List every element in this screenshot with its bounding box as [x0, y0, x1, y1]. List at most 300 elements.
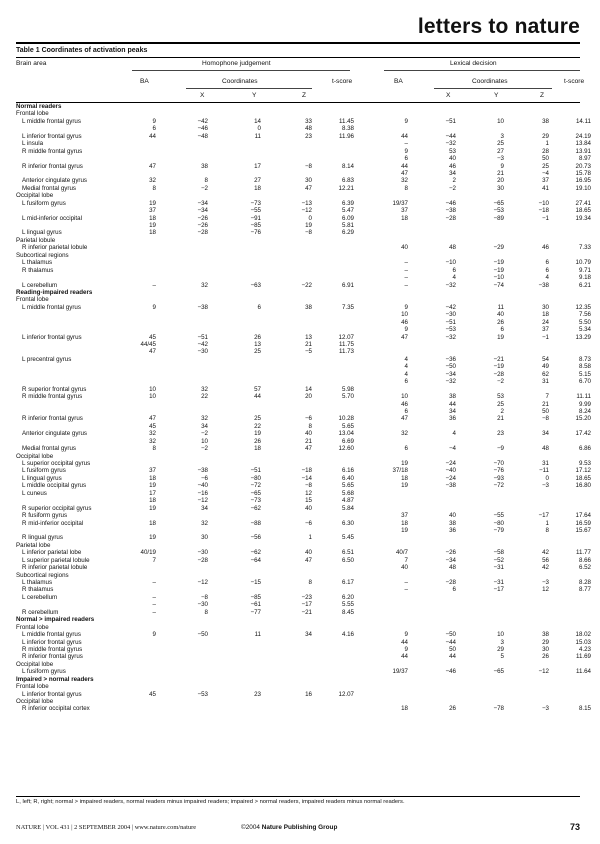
- cell-ba-ld: 18: [401, 705, 408, 713]
- cell-z-hj: −13: [301, 199, 312, 207]
- cell-tscore-ld: 8.15: [578, 705, 591, 713]
- cell-x-hj: −30: [197, 601, 208, 609]
- cell-tscore-ld: 17.42: [575, 430, 591, 438]
- table-row: [16, 355, 591, 363]
- row-label: L superior parietal lobule: [22, 556, 90, 564]
- cell-ba-hj: 18: [149, 474, 156, 482]
- cell-z-ld: 4: [545, 274, 549, 282]
- cell-tscore-hj: 6.91: [341, 281, 354, 289]
- cell-x-hj: 8: [204, 608, 208, 616]
- cell-z-ld: 30: [542, 303, 549, 311]
- cell-ba-hj: 10: [149, 393, 156, 401]
- cell-ba-ld: 32: [401, 430, 408, 438]
- cell-ba-hj: 32: [149, 430, 156, 438]
- cell-z-hj: −23: [301, 593, 312, 601]
- row-label: Occipital lobe: [16, 698, 54, 705]
- table-row: [16, 653, 591, 661]
- cell-x-ld: 34: [449, 169, 456, 177]
- cell-z-ld: 37: [542, 326, 549, 334]
- cell-tscore-hj: 13.04: [338, 430, 354, 438]
- cell-z-hj: −14: [301, 474, 312, 482]
- row-label: L inferior parietal lobe: [22, 549, 82, 557]
- table-row: [16, 579, 591, 586]
- table-row: [16, 415, 591, 423]
- cell-y-hj: 19: [254, 430, 261, 438]
- cell-x-hj: −48: [197, 132, 208, 140]
- cell-y-hj: −51: [250, 467, 261, 475]
- table-row: [16, 645, 591, 653]
- cell-z-ld: −1: [541, 333, 549, 341]
- cell-tscore-ld: 18.02: [575, 631, 591, 639]
- cell-tscore-ld: 9.99: [578, 400, 591, 408]
- cell-ba-hj: 45: [149, 690, 156, 698]
- cell-y-hj: −80: [250, 474, 261, 482]
- row-label: Occipital lobe: [16, 192, 54, 200]
- table-row: [16, 378, 591, 386]
- copyright: [241, 824, 337, 831]
- cell-x-ld: −46: [445, 199, 456, 207]
- cell-z-ld: 54: [542, 355, 549, 363]
- cell-z-ld: 18: [542, 311, 549, 319]
- cell-z-hj: −12: [301, 207, 312, 215]
- row-label: Frontal lobe: [16, 110, 49, 118]
- table-row: [16, 266, 591, 274]
- cell-x-ld: −34: [445, 370, 456, 378]
- cell-tscore-ld: 11.11: [576, 393, 591, 401]
- cell-ba-ld: 9: [404, 645, 408, 653]
- table-row: [16, 222, 580, 229]
- table-row: [16, 490, 580, 497]
- cell-tscore-ld: 5.34: [578, 326, 591, 334]
- cell-y-hj: 11: [254, 631, 261, 639]
- cell-y-ld: −2: [496, 378, 504, 386]
- cell-y-hj: 26: [254, 437, 261, 445]
- cell-tscore-ld: 11.77: [575, 549, 591, 557]
- cell-z-ld: 62: [542, 370, 549, 378]
- cell-ba-ld: 10: [401, 311, 408, 319]
- cell-y-hj: 44: [254, 393, 261, 401]
- cell-ba-hj: 18: [149, 519, 156, 527]
- cell-tscore-ld: 27.41: [575, 199, 591, 207]
- cell-z-hj: 21: [305, 437, 312, 445]
- cell-x-hj: −30: [197, 549, 208, 557]
- cell-ba-ld: –: [404, 281, 408, 289]
- table-footnote: L, left; R, right; normal > impaired readers, normal readers minus impaired readers; impaired > normal readers, impaired readers minus normal readers.: [16, 796, 580, 805]
- cell-x-ld: −44: [445, 638, 456, 646]
- region-heading-row: [16, 192, 580, 199]
- cell-y-hj: 18: [254, 184, 261, 192]
- cell-tscore-ld: 6.70: [578, 378, 591, 386]
- cell-x-ld: −24: [445, 474, 456, 482]
- table-row: [16, 430, 591, 438]
- cell-ba-ld: 7: [404, 556, 408, 564]
- cell-x-ld: −30: [445, 311, 456, 319]
- cell-z-hj: 40: [305, 549, 312, 557]
- cell-x-ld: 2: [452, 177, 456, 185]
- cell-ba-hj: –: [152, 593, 156, 601]
- cell-x-ld: −32: [445, 333, 456, 341]
- cell-x-ld: 48: [449, 244, 456, 252]
- cell-tscore-ld: 8.77: [578, 586, 591, 594]
- cell-ba-ld: 44: [401, 653, 408, 661]
- cell-tscore-ld: 8.28: [578, 579, 591, 586]
- cell-x-ld: −10: [445, 259, 456, 267]
- cell-x-ld: −32: [445, 281, 456, 289]
- cell-ba-hj: 45: [149, 422, 156, 430]
- table-row: [16, 318, 591, 326]
- cell-ba-ld: 37: [401, 512, 408, 520]
- cell-y-ld: 27: [497, 147, 504, 155]
- cell-z-ld: 56: [542, 556, 549, 564]
- cell-ba-hj: 19: [149, 482, 156, 490]
- table-row: [16, 482, 591, 490]
- table-row: [16, 631, 591, 639]
- cell-tscore-ld: 19.10: [575, 184, 591, 192]
- cell-z-ld: 0: [545, 474, 549, 482]
- cell-z-ld: −12: [538, 668, 549, 676]
- cell-z-ld: 38: [542, 117, 549, 125]
- col-x-2: X: [446, 92, 451, 99]
- region-heading-row: [16, 698, 580, 705]
- cell-x-ld: 4: [452, 274, 456, 282]
- cell-z-hj: 8: [308, 579, 312, 586]
- cell-z-ld: 1: [545, 140, 549, 148]
- region-heading-row: [16, 572, 580, 579]
- cell-z-ld: 25: [542, 162, 549, 170]
- table-row: [16, 169, 591, 177]
- cell-x-hj: −51: [197, 333, 208, 341]
- col-ba-1: BA: [140, 78, 149, 85]
- row-label: Normal readers: [16, 103, 62, 110]
- cell-x-hj: −40: [197, 482, 208, 490]
- col-ba-2: BA: [394, 78, 403, 85]
- cell-tscore-hj: 12.07: [338, 690, 354, 698]
- table-row: [16, 526, 591, 534]
- table-row: [16, 125, 580, 132]
- cell-x-hj: −53: [197, 690, 208, 698]
- cell-x-hj: −2: [200, 430, 208, 438]
- cell-ba-hj: 9: [152, 303, 156, 311]
- table-row: [16, 147, 591, 155]
- cell-x-hj: −34: [197, 199, 208, 207]
- cell-ba-ld: 40: [401, 244, 408, 252]
- cell-ba-hj: –: [152, 579, 156, 586]
- coord-rule-1: [186, 88, 312, 89]
- cell-ba-ld: 18: [401, 474, 408, 482]
- cell-z-hj: −21: [301, 608, 312, 616]
- cell-x-ld: −2: [448, 184, 456, 192]
- cell-z-ld: 6: [545, 266, 549, 274]
- cell-tscore-ld: 12.35: [575, 303, 591, 311]
- table-row: [16, 594, 580, 601]
- cell-y-ld: −65: [493, 199, 504, 207]
- row-label: L insula: [22, 140, 44, 148]
- cell-x-ld: 50: [449, 645, 456, 653]
- row-label: R superior frontal gyrus: [22, 385, 87, 393]
- table-row: [16, 162, 591, 170]
- lexical-rule: [384, 70, 580, 71]
- cell-z-ld: 41: [542, 184, 549, 192]
- cell-ba-hj: 47: [149, 348, 156, 356]
- col-z-2: Z: [540, 92, 545, 99]
- cell-y-hj: 27: [254, 177, 261, 185]
- cell-ba-ld: 19: [401, 482, 408, 490]
- coord-rule-2: [434, 88, 552, 89]
- cell-tscore-ld: 16.95: [575, 177, 591, 185]
- homophone-rule: [132, 70, 350, 71]
- cell-y-hj: −85: [250, 222, 261, 229]
- cell-y-ld: −19: [493, 363, 504, 371]
- row-label: Frontal lobe: [16, 683, 49, 691]
- cell-ba-hj: –: [152, 601, 156, 609]
- cell-y-hj: −91: [250, 214, 261, 222]
- cell-z-ld: −3: [541, 579, 549, 586]
- table-row: [16, 117, 591, 125]
- cell-y-hj: 26: [254, 333, 261, 341]
- cell-tscore-ld: 9.53: [578, 460, 591, 467]
- row-label: Parietal lobule: [16, 236, 56, 244]
- table-row: [16, 214, 591, 222]
- cell-ba-ld: 18: [401, 214, 408, 222]
- cell-z-hj: 15: [305, 497, 312, 505]
- table-row: [16, 609, 580, 616]
- cell-y-hj: −65: [250, 489, 261, 497]
- cell-z-hj: −18: [301, 467, 312, 475]
- cell-ba-ld: 44: [401, 638, 408, 646]
- cell-x-hj: −38: [197, 303, 208, 311]
- cell-y-ld: −72: [493, 482, 504, 490]
- cell-x-ld: 38: [449, 393, 456, 401]
- cell-ba-ld: 47: [401, 169, 408, 177]
- row-label: L lingual gyrus: [22, 474, 62, 482]
- cell-y-ld: −89: [493, 214, 504, 222]
- region-heading-row: [16, 542, 580, 549]
- cell-x-ld: 53: [449, 147, 456, 155]
- cell-x-hj: 10: [201, 437, 208, 445]
- cell-tscore-hj: 6.29: [341, 229, 354, 237]
- row-label: R mid-inferior occipital: [22, 519, 84, 527]
- cell-y-ld: 26: [497, 318, 504, 326]
- cell-x-ld: −28: [445, 579, 456, 586]
- cell-y-hj: −61: [250, 601, 261, 609]
- cell-x-ld: 48: [449, 564, 456, 572]
- cell-ba-ld: 9: [404, 326, 408, 334]
- row-label: L thalamus: [22, 579, 53, 586]
- cell-ba-ld: 9: [404, 117, 408, 125]
- table-row: [16, 184, 591, 192]
- cell-y-ld: 20: [497, 177, 504, 185]
- cell-z-hj: 40: [305, 504, 312, 512]
- cell-x-ld: −44: [445, 132, 456, 140]
- cell-y-ld: 40: [497, 311, 504, 319]
- cell-z-hj: 47: [305, 445, 312, 453]
- cell-z-hj: −8: [304, 229, 312, 237]
- cell-ba-hj: 19: [149, 504, 156, 512]
- cell-z-hj: 16: [305, 690, 312, 698]
- cell-z-ld: 1: [545, 519, 549, 527]
- cell-z-hj: 21: [305, 341, 312, 348]
- cell-tscore-ld: 8.58: [578, 363, 591, 371]
- cell-tscore-ld: 15.78: [575, 169, 591, 177]
- table-row: [16, 386, 580, 393]
- cell-x-ld: −36: [445, 355, 456, 363]
- cell-ba-hj: 18: [149, 229, 156, 237]
- cell-y-hj: 57: [254, 385, 261, 393]
- cell-tscore-hj: 7.35: [341, 303, 354, 311]
- cell-ba-ld: 47: [401, 333, 408, 341]
- cell-x-hj: 22: [201, 393, 208, 401]
- cell-ba-hj: 44/45: [140, 341, 156, 348]
- table-caption: [16, 47, 147, 54]
- cell-tscore-ld: 11.64: [575, 668, 591, 676]
- cell-x-hj: 8: [204, 177, 208, 185]
- cell-x-ld: 44: [449, 400, 456, 408]
- table-row: [16, 326, 591, 334]
- cell-z-ld: 7: [545, 393, 549, 401]
- cell-x-hj: −28: [197, 229, 208, 237]
- table-row: [16, 311, 591, 319]
- cell-tscore-ld: 6.21: [578, 281, 591, 289]
- cell-x-ld: −24: [445, 460, 456, 467]
- cell-tscore-hj: 5.47: [341, 207, 354, 215]
- cell-x-ld: 4: [452, 430, 456, 438]
- row-label: Anterior cingulate gyrus: [22, 177, 88, 185]
- cell-y-ld: 10: [497, 117, 504, 125]
- table-row: [16, 140, 591, 148]
- cell-tscore-hj: 6.17: [341, 579, 354, 586]
- cell-x-hj: −26: [197, 214, 208, 222]
- cell-x-hj: 32: [201, 385, 208, 393]
- cell-ba-hj: 40/19: [140, 549, 156, 557]
- col-z-1: Z: [302, 92, 307, 99]
- cell-y-ld: −74: [493, 281, 504, 289]
- cell-y-ld: −80: [493, 519, 504, 527]
- cell-tscore-ld: 19.34: [575, 214, 591, 222]
- cell-z-hj: 33: [305, 117, 312, 125]
- row-label: R middle frontal gyrus: [22, 393, 83, 401]
- cell-y-ld: 6: [500, 326, 504, 334]
- cell-x-ld: 40: [449, 512, 456, 520]
- cell-z-hj: −8: [304, 482, 312, 490]
- cell-z-ld: 21: [542, 400, 549, 408]
- cell-ba-ld: 6: [404, 155, 408, 163]
- cell-y-hj: 25: [254, 348, 261, 356]
- cell-x-hj: 34: [201, 504, 208, 512]
- cell-z-ld: −3: [541, 705, 549, 713]
- col-tscore-2: t-score: [564, 78, 585, 85]
- row-label: Reading-impaired readers: [16, 288, 93, 296]
- cell-tscore-hj: 8.14: [341, 162, 354, 170]
- row-label: Frontal lobe: [16, 296, 49, 304]
- region-heading-row: [16, 453, 580, 460]
- row-label: R thalamus: [22, 586, 54, 594]
- cell-x-hj: 38: [201, 162, 208, 170]
- table-row: [16, 155, 591, 163]
- cell-y-ld: 21: [497, 415, 504, 423]
- cell-ba-ld: 19: [401, 526, 408, 534]
- table-row: [16, 512, 591, 520]
- cell-ba-ld: –: [404, 579, 408, 586]
- cell-tscore-hj: 11.96: [338, 132, 354, 140]
- cell-y-ld: −79: [493, 526, 504, 534]
- cell-ba-hj: 8: [152, 445, 156, 453]
- cell-tscore-hj: 10.28: [338, 415, 354, 423]
- row-label: L cerebellum: [22, 281, 58, 289]
- table-row: [16, 370, 591, 378]
- row-label: R middle frontal gyrus: [22, 147, 83, 155]
- cell-tscore-hj: 5.70: [341, 393, 354, 401]
- cell-z-ld: −1: [541, 214, 549, 222]
- cell-x-ld: −50: [445, 631, 456, 639]
- row-label: Occipital lobe: [16, 452, 54, 460]
- cell-ba-ld: 37: [401, 207, 408, 215]
- cell-y-ld: −31: [493, 564, 504, 572]
- cell-tscore-ld: 15.03: [575, 638, 591, 646]
- cell-y-hj: 6: [257, 303, 261, 311]
- cell-x-ld: −40: [445, 467, 456, 475]
- cell-y-hj: −77: [250, 608, 261, 616]
- table-row: [16, 460, 591, 467]
- cell-x-ld: 44: [449, 653, 456, 661]
- cell-y-hj: −56: [250, 534, 261, 542]
- cell-z-ld: 31: [542, 460, 549, 467]
- col-homophone: Homophone judgement: [202, 60, 271, 67]
- cell-ba-ld: 6: [404, 445, 408, 453]
- cell-y-hj: −76: [250, 229, 261, 237]
- row-label: L inferior frontal gyrus: [22, 333, 82, 341]
- cell-z-ld: −17: [538, 512, 549, 520]
- table-row: [16, 691, 580, 698]
- cell-tscore-hj: 11.73: [338, 348, 354, 356]
- cell-ba-ld: 4: [404, 363, 408, 371]
- row-label: L fusiform gyrus: [22, 668, 66, 676]
- cell-tscore-hj: 4.16: [341, 631, 354, 639]
- cell-z-ld: 48: [542, 445, 549, 453]
- cell-tscore-hj: 6.83: [341, 177, 354, 185]
- page-number: 73: [569, 822, 580, 832]
- cell-y-hj: −72: [250, 482, 261, 490]
- row-label: Normal > impaired readers: [16, 616, 95, 624]
- table-row: [16, 705, 591, 713]
- cell-tscore-hj: 12.60: [338, 445, 354, 453]
- cell-x-hj: −6: [200, 474, 208, 482]
- cell-y-ld: 5: [500, 653, 504, 661]
- cell-ba-ld: –: [404, 259, 408, 267]
- cell-tscore-ld: 24.19: [575, 132, 591, 140]
- table-row: [16, 534, 580, 541]
- cell-tscore-ld: 16.59: [575, 519, 591, 527]
- cell-y-hj: −63: [250, 281, 261, 289]
- region-heading-row: [16, 110, 580, 117]
- cell-ba-hj: 18: [149, 214, 156, 222]
- cell-ba-hj: 7: [152, 556, 156, 564]
- cell-tscore-hj: 5.65: [341, 482, 354, 490]
- cell-tscore-ld: 8.73: [578, 355, 591, 363]
- cell-x-ld: −32: [445, 140, 456, 148]
- cell-tscore-ld: 8.66: [578, 556, 591, 564]
- table-row: [16, 363, 591, 371]
- cell-y-ld: 3: [500, 638, 504, 646]
- cell-ba-ld: –: [404, 274, 408, 282]
- cell-tscore-ld: 6.52: [578, 564, 591, 572]
- cell-tscore-hj: 6.39: [341, 199, 354, 207]
- cell-z-hj: −6: [304, 519, 312, 527]
- col-coordinates-1: Coordinates: [222, 78, 258, 85]
- cell-x-hj: −38: [197, 467, 208, 475]
- cell-tscore-hj: 6.50: [341, 556, 354, 564]
- cell-z-hj: 47: [305, 184, 312, 192]
- cell-ba-ld: 46: [401, 318, 408, 326]
